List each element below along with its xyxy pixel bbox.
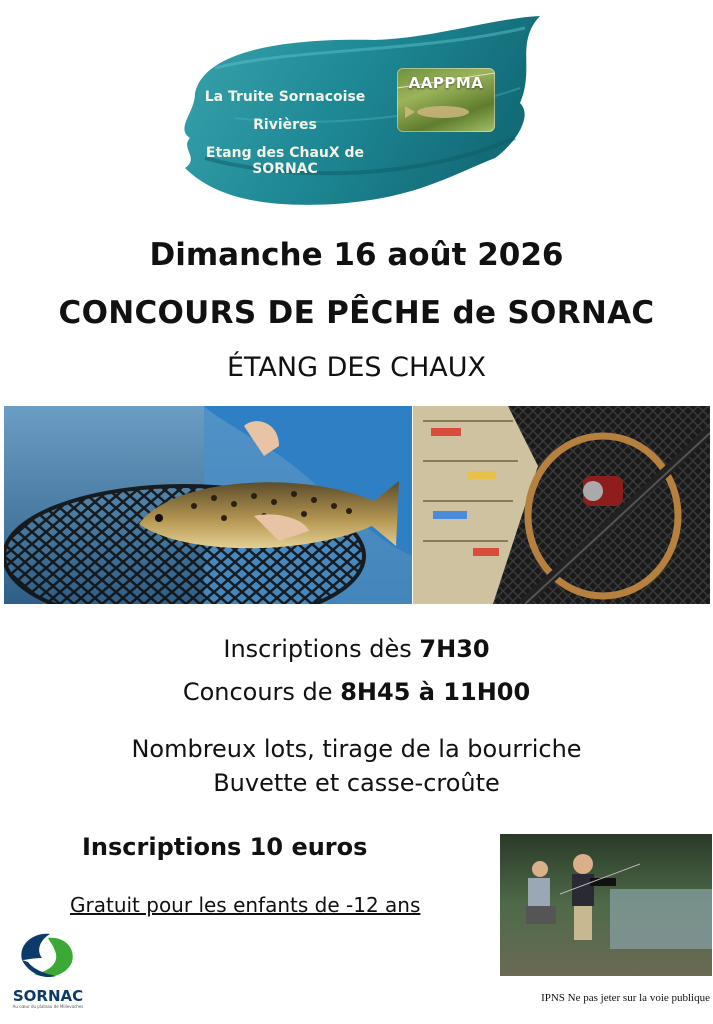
sornac-logo-tagline: Au cœur du plateau de Millevaches	[12, 1004, 84, 1009]
contest-label: Concours de	[182, 678, 333, 706]
contest-time-value: 8H45 à 11H00	[340, 678, 531, 706]
aappma-label: AAPPMA	[408, 74, 484, 92]
bar-text: Buvette et casse-croûte	[213, 769, 500, 797]
registration-label: Inscriptions dès	[223, 635, 412, 663]
header-pond: Etang des ChauX de SORNAC	[205, 145, 365, 177]
trout-photo	[4, 406, 412, 604]
sornac-logo-text: SORNAC	[12, 987, 84, 1005]
kids-fishing-photo	[500, 834, 712, 976]
registration-time-value: 7H30	[419, 635, 490, 663]
event-venue: ÉTANG DES CHAUX	[226, 352, 487, 383]
registration-fee: Inscriptions 10 euros	[82, 833, 368, 861]
contest-time	[0, 678, 713, 706]
sornac-logo-icon	[12, 930, 82, 982]
free-for-kids: Gratuit pour les enfants de -12 ans	[70, 893, 421, 917]
registration-time	[0, 635, 713, 663]
event-date: Dimanche 16 août 2026	[149, 237, 564, 273]
event-title: CONCOURS DE PÊCHE de SORNAC	[58, 295, 655, 331]
prizes-text: Nombreux lots, tirage de la bourriche	[131, 735, 582, 763]
header-rivers: Rivières	[253, 117, 317, 133]
tackle-photo	[413, 406, 710, 604]
ipns-notice: IPNS Ne pas jeter sur la voie publique	[541, 992, 710, 1004]
header-club-name: La Truite Sornacoise	[204, 89, 366, 105]
